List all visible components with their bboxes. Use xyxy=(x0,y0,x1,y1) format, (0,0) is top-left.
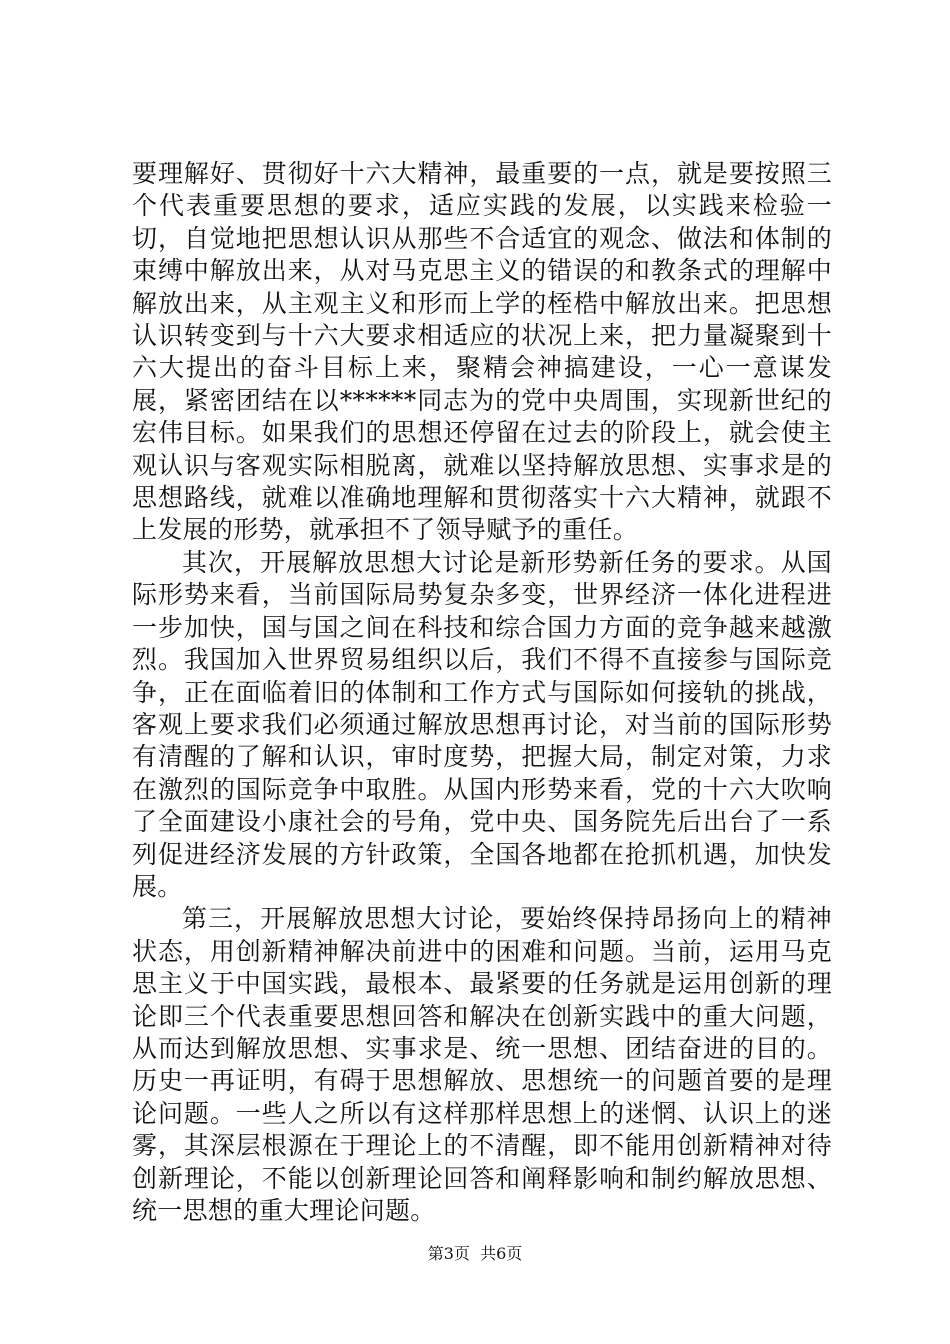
paragraph-2: 其次，开展解放思想大讨论是新形势新任务的要求。从国际形势来看，当前国际局势复杂多变，世界经济一体化进程进一步加快，国与国之间在科技和综合国力方面的竞争越来越激烈。我国加入世界贸易组织以后，我们不得不直接参与国际竞争，正在面临着旧的体制和工作方式与国际如何接轨的挑战，客观上要求我们必须通过解放思想再讨论，对当前的国际形势有清醒的了解和认识，审时度势，把握大局，制定对策，力求在激烈的国际竞争中取胜。从国内形势来看，党的十六大吹响了全面建设小康社会的号角，党中央、国务院先后出台了一系列促进经济发展的方针政策，全国各地都在抢抓机遇，加快发展。 xyxy=(132,547,832,901)
page-footer xyxy=(0,1244,950,1264)
footer-separator xyxy=(470,1244,480,1263)
page-number: 第3页 xyxy=(427,1244,470,1263)
page-total: 共6页 xyxy=(480,1244,523,1263)
paragraph-1: 要理解好、贯彻好十六大精神，最重要的一点，就是要按照三个代表重要思想的要求，适应实践的发展，以实践来检验一切，自觉地把思想认识从那些不合适宜的观念、做法和体制的束缚中解放出来，从对马克思主义的错误的和教条式的理解中解放出来，从主观主义和形而上学的桎梏中解放出来。把思想认识转变到与十六大要求相适应的状况上来，把力量凝聚到十六大提出的奋斗目标上来，聚精会神搞建设，一心一意谋发展，紧密团结在以******同志为的党中央周围，实现新世纪的宏伟目标。如果我们的思想还停留在过去的阶段上，就会使主观认识与客观实际相脱离，就难以坚持解放思想、实事求是的思想路线，就难以准确地理解和贯彻落实十六大精神，就跟不上发展的形势，就承担不了领导赋予的重任。 xyxy=(132,159,832,545)
paragraph-3: 第三，开展解放思想大讨论，要始终保持昂扬向上的精神状态，用创新精神解决前进中的困难和问题。当前，运用马克思主义于中国实践，最根本、最紧要的任务就是运用创新的理论即三个代表重要思想回答和解决在创新实践中的重大问题，从而达到解放思想、实事求是、统一思想、团结奋进的目的。历史一再证明，有碍于思想解放、思想统一的问题首要的是理论问题。一些人之所以有这样那样思想上的迷惘、认识上的迷雾，其深层根源在于理论上的不清醒，即不能用创新精神对待创新理论，不能以创新理论回答和阐释影响和制约解放思想、统一思想的重大理论问题。 xyxy=(132,904,832,1225)
document-body xyxy=(132,158,832,1227)
